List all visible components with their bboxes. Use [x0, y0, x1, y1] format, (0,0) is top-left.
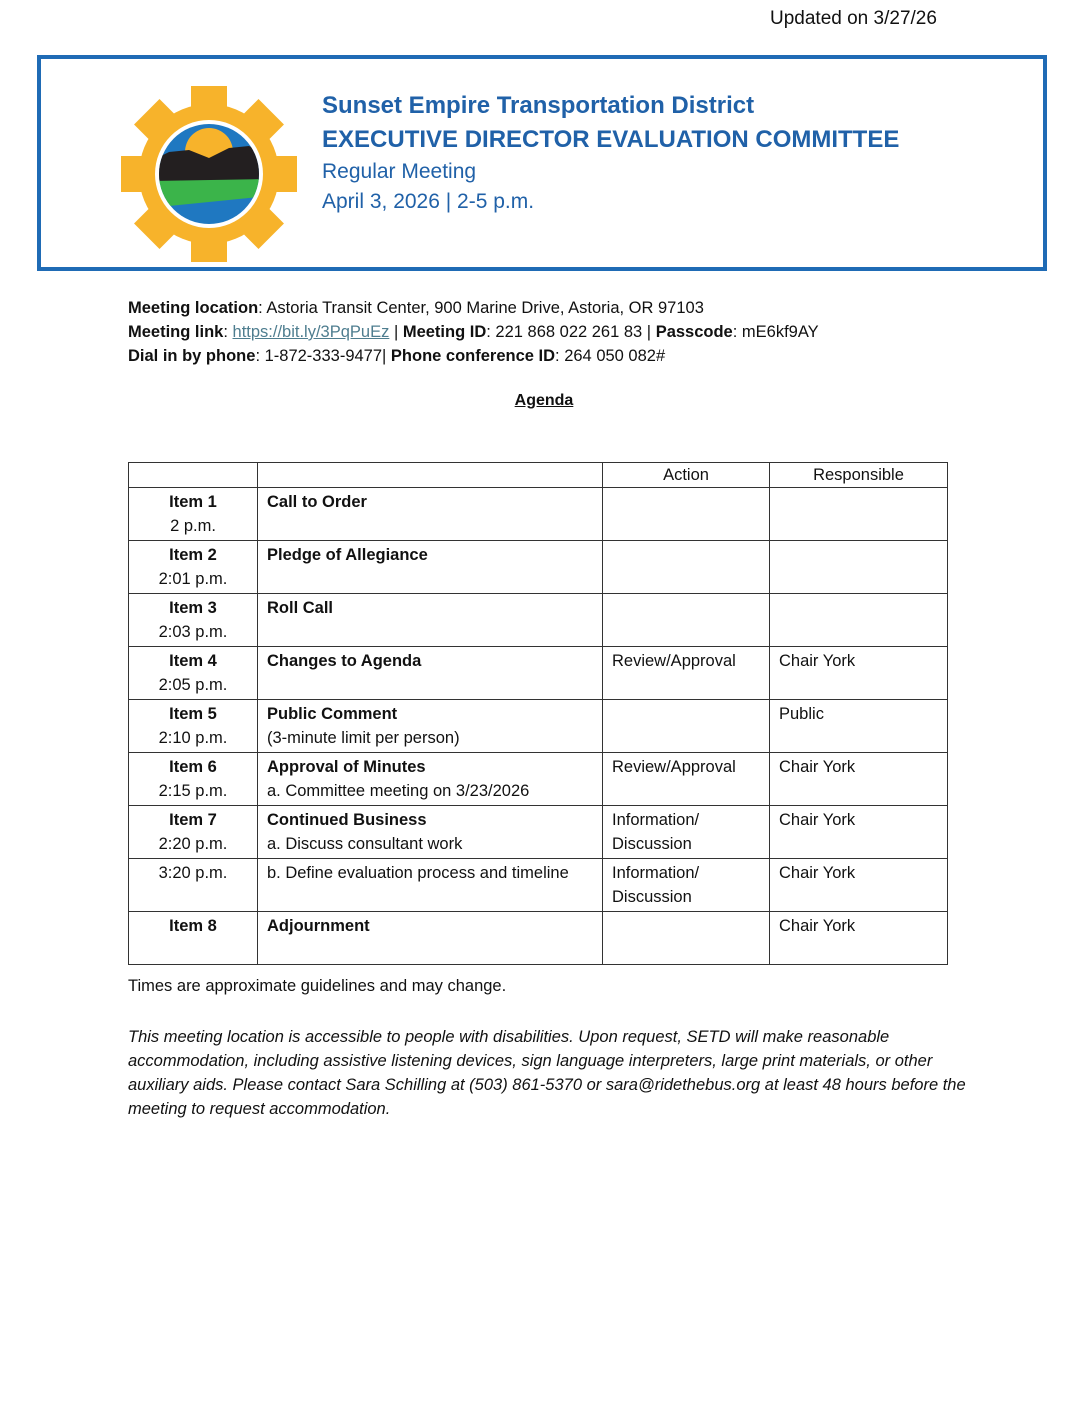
meeting-type: Regular Meeting — [322, 160, 477, 183]
table-row — [129, 859, 948, 912]
item-action — [603, 488, 770, 541]
accessibility-statement: This meeting location is accessible to people with disabilities. Upon request, SETD will make reasonable accommodation, including assistive listening devices, sign language interpreters, large print materials, or other auxiliary aids. Please contact Sara Schilling at (503) 861-5370 or sara@ridethebus.org at least 48 hours before the meeting to request accommodation. — [128, 1028, 966, 1118]
item-title: Approval of Minutes — [267, 758, 426, 776]
location-value: : Astoria Transit Center, 900 Marine Drive, Astoria, OR 97103 — [258, 299, 704, 317]
item-title: Pledge of Allegiance — [267, 546, 428, 564]
location-label: Meeting location — [128, 299, 259, 317]
table-header — [129, 463, 948, 488]
passcode-value: : mE6kf9AY — [732, 323, 819, 341]
passcode-label: Passcode — [655, 323, 733, 341]
item-action-cont: Discussion — [612, 835, 692, 853]
link-line: Meeting link: https://bit.ly/3PqPuEz | Meeting ID: 221 868 022 261 83 | Passcode: mE6kf9AY — [128, 323, 819, 341]
updated-date: Updated on 3/27/26 — [770, 8, 937, 29]
item-action — [603, 594, 770, 647]
agenda-table — [128, 462, 948, 965]
committee-name: EXECUTIVE DIRECTOR EVALUATION COMMITTEE — [322, 126, 900, 153]
item-time: 2:01 p.m. — [158, 570, 228, 588]
item-time: 2 p.m. — [170, 517, 216, 535]
header-titles — [322, 89, 899, 217]
item-title: Adjournment — [267, 917, 370, 935]
item-responsible — [770, 541, 948, 594]
phone-label: Dial in by phone — [128, 347, 256, 365]
item-action: Information/ — [612, 811, 700, 829]
item-action: Review/Approval — [603, 647, 770, 700]
item-responsible: Chair York — [770, 806, 948, 859]
item-title: Continued Business — [267, 811, 427, 829]
item-time: 2:20 p.m. — [158, 835, 228, 853]
item-action: Information/ — [612, 864, 700, 882]
item-title: Changes to Agenda — [267, 652, 422, 670]
item-responsible — [770, 488, 948, 541]
item-responsible: Chair York — [770, 912, 948, 965]
item-title: Public Comment — [267, 705, 398, 723]
col-header-topic — [258, 463, 603, 488]
table-row — [129, 647, 948, 700]
table-row — [129, 700, 948, 753]
meeting-info — [128, 296, 819, 368]
times-note: Times are approximate guidelines and may change. — [128, 977, 507, 995]
item-number: Item 4 — [169, 652, 217, 670]
col-header-item — [129, 463, 258, 488]
item-title: Roll Call — [267, 599, 334, 617]
item-subtext: a. Discuss consultant work — [267, 835, 463, 853]
item-time: 2:03 p.m. — [158, 623, 228, 641]
item-action: Review/Approval — [603, 753, 770, 806]
meeting-id-value: : 221 868 022 261 83 | — [486, 323, 656, 341]
item-action-cont: Discussion — [612, 888, 692, 906]
setd-gear-logo-icon — [119, 84, 299, 264]
item-responsible: Public — [770, 700, 948, 753]
meeting-id-label: Meeting ID — [402, 323, 487, 341]
item-subtext: a. Committee meeting on 3/23/2026 — [267, 782, 530, 800]
item-responsible: Chair York — [770, 859, 948, 912]
item-subtext: (3-minute limit per person) — [267, 729, 460, 747]
item-number: Item 8 — [169, 917, 217, 935]
item-number: Item 5 — [169, 705, 217, 723]
item-number: Item 3 — [169, 599, 217, 617]
table-row — [129, 488, 948, 541]
table-row — [129, 541, 948, 594]
item-responsible: Chair York — [770, 647, 948, 700]
org-name: Sunset Empire Transportation District — [322, 92, 755, 119]
table-row — [129, 753, 948, 806]
phone-value: : 1-872-333-9477| — [255, 347, 391, 365]
col-header-responsible: Responsible — [770, 463, 948, 488]
header-box — [37, 55, 1047, 271]
item-number: Item 1 — [169, 493, 217, 511]
item-time: 2:05 p.m. — [158, 676, 228, 694]
meeting-link[interactable]: https://bit.ly/3PqPuEz — [232, 323, 390, 341]
item-time: 2:15 p.m. — [158, 782, 228, 800]
agenda-heading: Agenda — [514, 392, 574, 409]
link-label: Meeting link — [128, 323, 224, 341]
item-time: 3:20 p.m. — [158, 864, 228, 882]
phone-line — [128, 344, 819, 368]
table-row — [129, 806, 948, 859]
item-action — [603, 912, 770, 965]
conf-id-label: Phone conference ID — [390, 347, 556, 365]
table-row — [129, 594, 948, 647]
item-number: Item 6 — [169, 758, 217, 776]
item-action — [603, 541, 770, 594]
item-responsible: Chair York — [770, 753, 948, 806]
item-number: Item 2 — [169, 546, 217, 564]
item-subtext: b. Define evaluation process and timeline — [267, 864, 569, 882]
item-responsible — [770, 594, 948, 647]
item-action — [603, 700, 770, 753]
table-row — [129, 912, 948, 965]
location-line — [128, 296, 819, 320]
item-title: Call to Order — [267, 493, 367, 511]
meeting-date-time: April 3, 2026 | 2-5 p.m. — [322, 190, 535, 213]
item-number: Item 7 — [169, 811, 217, 829]
col-header-action: Action — [603, 463, 770, 488]
conf-id-value: : 264 050 082# — [555, 347, 666, 365]
item-time: 2:10 p.m. — [158, 729, 228, 747]
